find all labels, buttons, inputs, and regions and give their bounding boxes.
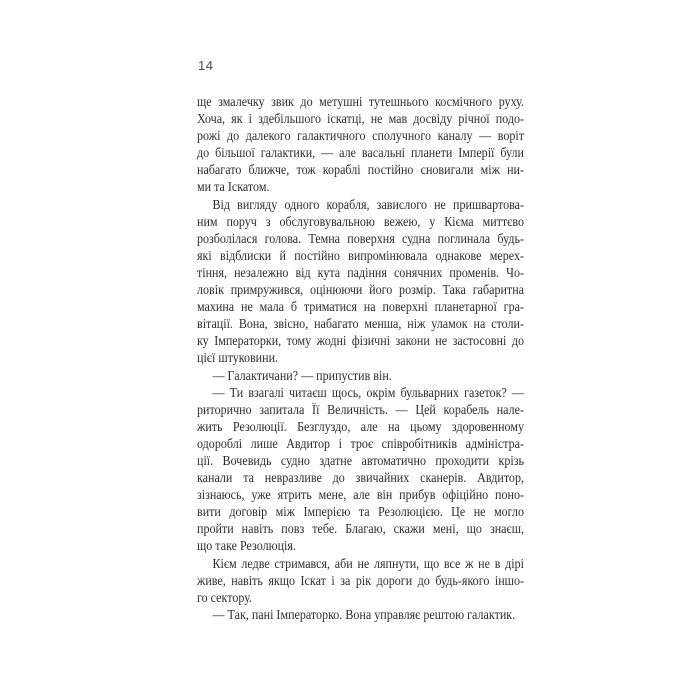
text-line: махина не мала б триматися на поверхні планетарної гра- xyxy=(197,300,524,316)
text-line: до більшої галактики, — але васальні планети Імперії були xyxy=(197,146,524,162)
text-line: жить Резолюції. Безглуздо, але на цьому здоровенному xyxy=(197,419,524,435)
page-number: 14 xyxy=(198,58,214,73)
text-line: зізнаюсь, уже ятрить мене, але він прибув офіційно поно- xyxy=(197,488,524,504)
text-line: тіння, незалежно від кута падіння сонячних променів. Чо- xyxy=(197,265,524,281)
text-line: Кієм ледве стримався, аби не ляпнути, що все ж не в дірі xyxy=(212,556,524,572)
text-line: одороблі лише Авдитор і троє співробітників адміністра- xyxy=(197,436,524,452)
text-line: набагато ближче, тож кораблі постійно сновигали між ни- xyxy=(197,163,524,179)
text-line: рожі до далекого галактичного сполучного каналу — воріт xyxy=(197,129,524,145)
text-line: риторично запитала Її Величність. — Цей корабель нале- xyxy=(197,402,524,418)
page-text-column xyxy=(197,94,524,624)
text-line: го сектору. xyxy=(197,590,253,606)
text-line: — Ти взагалі читаєш щось, окрім бульварних газеток? — xyxy=(212,385,524,401)
text-line: розболілася голова. Темна поверхня судна поглинала будь- xyxy=(197,231,524,247)
text-line: цієї штуковини. xyxy=(197,351,279,367)
text-line: які відблиски й постійно випромінювала однакове мерех- xyxy=(197,248,524,264)
text-line: ції. Вочевидь судно здатне автоматично проходити крізь xyxy=(197,453,524,469)
text-line: — Так, пані Імператорко. Вона управляє рештою галактик. xyxy=(212,607,516,623)
text-line: Від вигляду одного корабля, завислого не пришвартова- xyxy=(212,197,524,213)
text-line: ловік примружився, оцінюючи його розмір. Така габаритна xyxy=(197,283,524,299)
text-line: що таке Резолюція. xyxy=(197,539,296,555)
text-line: Хоча, як і здебільшого іскатці, не мав досвіду річної подо- xyxy=(197,112,524,128)
text-line: ним поруч з обслуговувальною вежею, у Кієма миттєво xyxy=(197,214,524,230)
text-line: вити договір між Імперією та Резолюцією. Це не могло xyxy=(197,505,524,521)
text-line: живе, навіть якщо Іскат і за рік дороги до будь-якого іншо- xyxy=(197,573,524,589)
text-line: вітації. Вона, звісно, набагато менша, ніж уламок на столи- xyxy=(197,317,524,333)
text-line: ще змалечку звик до метушні тутешнього космічного руху. xyxy=(197,95,524,110)
text-line: канали та невразливе до звичайних сканерів. Авдитор, xyxy=(197,471,524,487)
text-line: ку Імператорки, тому жодні фізичні закони не застосовні до xyxy=(197,334,524,350)
text-line: ми та Іскатом. xyxy=(197,180,270,196)
text-line: — Галактичани? — припустив він. xyxy=(212,368,392,384)
text-line: пройти навіть повз тебе. Благаю, скажи мені, що знаєш, xyxy=(197,522,524,538)
